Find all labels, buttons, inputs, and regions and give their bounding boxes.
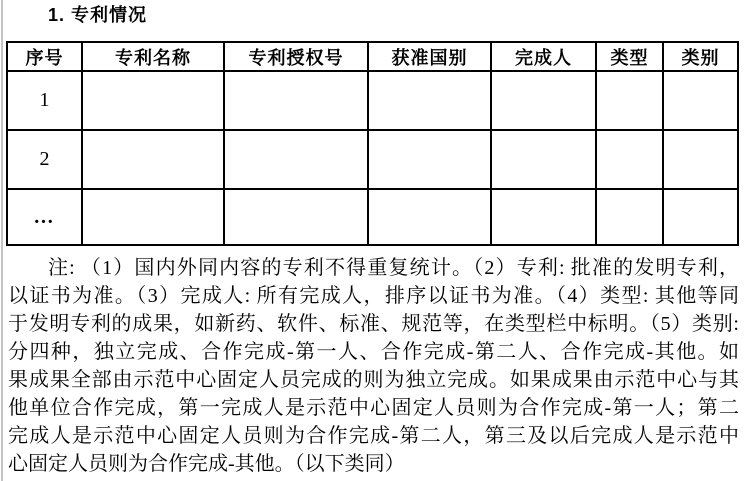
col-header-type: 类型 — [596, 42, 663, 71]
note-line: 注: （1）国内外同内容的专利不得重复统计。（2）专利: 批准的发明专利， — [48, 257, 739, 279]
cell-category — [663, 189, 738, 245]
table-row — [7, 130, 738, 189]
cell-index-ellipsis: … — [7, 189, 82, 245]
col-header-category: 类别 — [663, 42, 738, 71]
table-header-row — [7, 42, 738, 71]
cell-completers — [491, 189, 596, 245]
table-row — [7, 71, 738, 130]
cell-country — [368, 71, 491, 130]
cell-type — [596, 71, 663, 130]
table-row — [7, 189, 738, 245]
cell-patent-name — [82, 130, 224, 189]
patent-table — [6, 41, 739, 246]
col-header-patent-name: 专利名称 — [82, 42, 224, 71]
cell-index: 2 — [7, 130, 82, 189]
col-header-completers: 完成人 — [491, 42, 596, 71]
cell-grant-number — [224, 189, 368, 245]
cell-category — [663, 130, 738, 189]
note-line: 他单位合作完成，第一完成人是示范中心固定人员则为合作完成-第一人；第二 — [8, 397, 739, 419]
note-paragraph — [8, 254, 739, 478]
col-header-grant-number: 专利授权号 — [224, 42, 368, 71]
cell-patent-name — [82, 189, 224, 245]
cell-index: 1 — [7, 71, 82, 130]
note-line: 于发明专利的成果，如新药、软件、标准、规范等，在类型栏中标明。（5）类别: — [8, 313, 739, 335]
cell-country — [368, 189, 491, 245]
cell-category — [663, 71, 738, 130]
cell-country — [368, 130, 491, 189]
cell-type — [596, 130, 663, 189]
note-line: 分四种，独立完成、合作完成-第一人、合作完成-第二人、合作完成-其他。如 — [8, 341, 739, 363]
cell-grant-number — [224, 71, 368, 130]
cell-completers — [491, 71, 596, 130]
col-header-country: 获准国别 — [368, 42, 491, 71]
col-header-index: 序号 — [7, 42, 82, 71]
note-line: 以证书为准。（3）完成人: 所有完成人，排序以证书为准。（4）类型: 其他等同 — [8, 285, 739, 307]
cell-type — [596, 189, 663, 245]
cell-grant-number — [224, 130, 368, 189]
note-line: 果成果全部由示范中心固定人员完成的则为独立完成。如果成果由示范中心与其 — [8, 369, 739, 391]
cell-patent-name — [82, 71, 224, 130]
cell-completers — [491, 130, 596, 189]
section-title: 1. 专利情况 — [48, 5, 148, 25]
note-line: 心固定人员则为合作完成-其他。（以下类同） — [8, 453, 405, 475]
page-edge-line — [1, 0, 3, 481]
note-line: 完成人是示范中心固定人员则为合作完成-第二人，第三及以后完成人是示范中 — [8, 425, 739, 447]
